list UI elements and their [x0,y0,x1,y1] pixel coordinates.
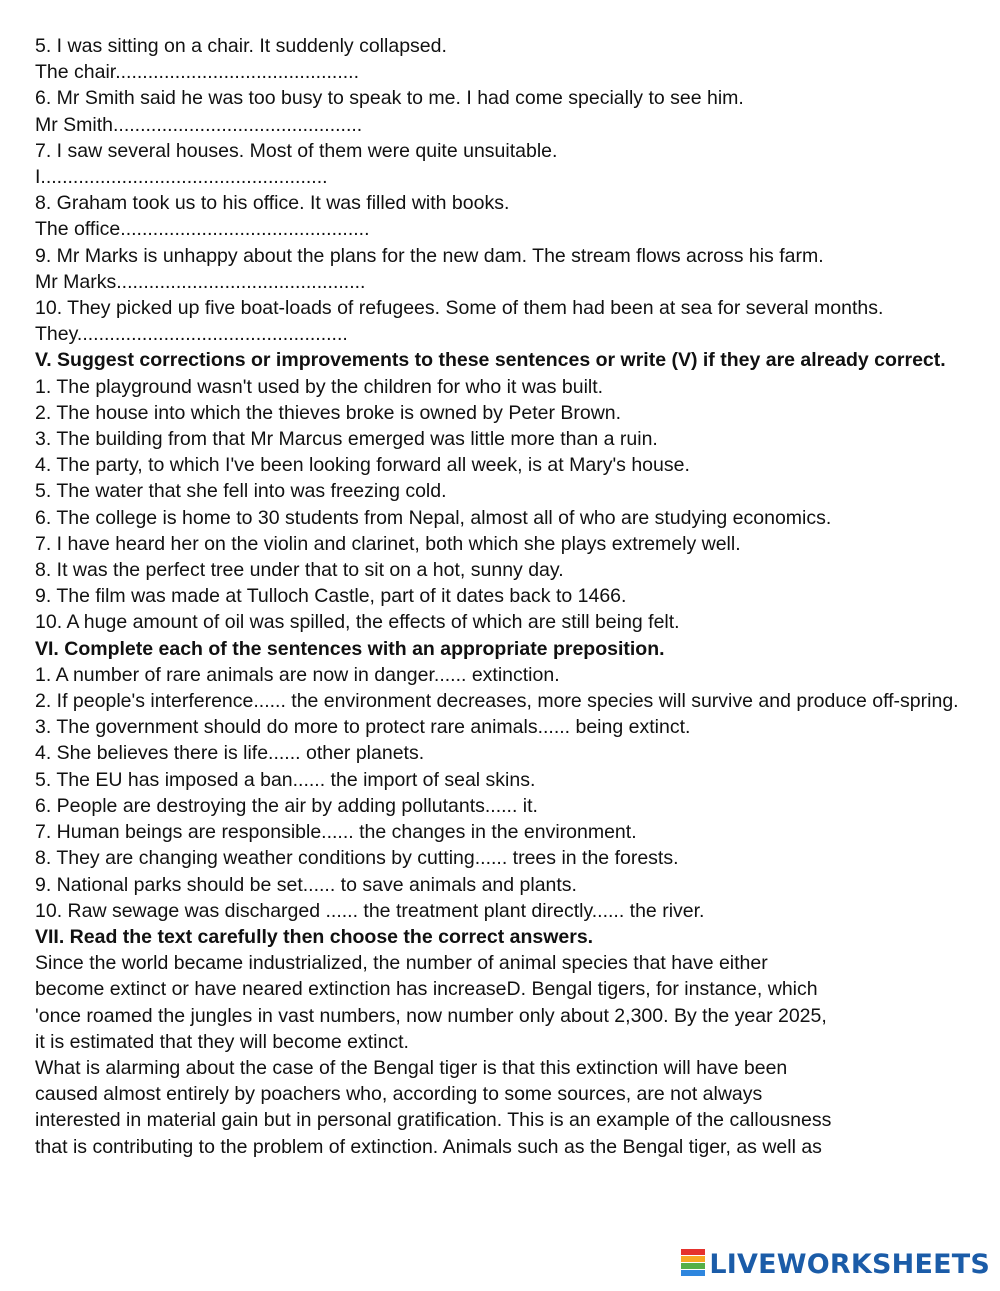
section-heading: V. Suggest corrections or improvements to these sentences or write (V) if they are already correct. [35,349,946,372]
section-heading: VI. Complete each of the sentences with an appropriate preposition. [35,637,665,660]
list-item: 4. The party, to which I've been looking forward all week, is at Mary's house. [35,454,690,477]
passage-line: What is alarming about the case of the Bengal tiger is that this extinction will have been [35,1056,788,1079]
list-item: 3. The building from that Mr Marcus emerged was little more than a ruin. [35,428,658,451]
passage-line: 'once roamed the jungles in vast numbers, now number only about 2,300. By the year 2025, [35,1004,827,1027]
list-item: 8. They are changing weather conditions by cutting...... trees in the forests. [35,847,679,870]
list-item: 2. If people's interference...... the environment decreases, more species will survive and produce off-spring. [35,690,959,713]
line: 5. I was sitting on a chair. It suddenly collapsed. [35,35,447,57]
list-item: 7. Human beings are responsible...... the changes in the environment. [35,821,637,844]
worksheet-page [35,33,969,1160]
list-item: 1. The playground wasn't used by the children for who it was built. [35,375,604,398]
section-vii [35,924,969,1160]
section-heading: VII. Read the text carefully then choose the correct answers. [35,925,594,948]
line: 7. I saw several houses. Most of them were quite unsuitable. [35,139,558,162]
list-item: 10. A huge amount of oil was spilled, the effects of which are still being felt. [35,611,680,634]
list-item: 4. She believes there is life...... other planets. [35,742,425,765]
list-item: 9. The film was made at Tulloch Castle, part of it dates back to 1466. [35,585,627,608]
answer-line: The office.............................................. [35,218,370,241]
answer-line: Mr Marks.............................................. [35,270,366,293]
list-item: 5. The EU has imposed a ban...... the import of seal skins. [35,768,536,791]
line: 8. Graham took us to his office. It was filled with books. [35,192,510,215]
line: 9. Mr Marks is unhappy about the plans for the new dam. The stream flows across his farm. [35,244,824,267]
list-item: 2. The house into which the thieves broke is owned by Peter Brown. [35,401,622,424]
list-item: 7. I have heard her on the violin and clarinet, both which she plays extremely well. [35,532,741,555]
list-item: 3. The government should do more to protect rare animals...... being extinct. [35,716,691,739]
logo-icon [681,1249,705,1279]
answer-line: The chair............................................. [35,61,360,84]
list-item: 9. National parks should be set...... to save animals and plants. [35,873,577,896]
passage-line: become extinct or have neared extinction has increaseD. Bengal tigers, for instance, which [35,978,818,1001]
passage-line: it is estimated that they will become extinct. [35,1030,409,1053]
answer-line: They.................................................. [35,323,348,346]
list-item: 10. Raw sewage was discharged ...... the treatment plant directly...... the river. [35,899,705,922]
section-v [35,347,969,635]
passage-line: Since the world became industrialized, the number of animal species that have either [35,952,768,975]
line: 6. Mr Smith said he was too busy to speak to me. I had come specially to see him. [35,87,744,110]
passage-line: caused almost entirely by poachers who, according to some sources, are not always [35,1083,763,1106]
passage-line: interested in material gain but in personal gratification. This is an example of the callousness [35,1109,832,1132]
logo-text: LIVEWORKSHEETS [709,1248,990,1280]
answer-line: I..................................................... [35,166,328,189]
list-item: 6. People are destroying the air by adding pollutants...... it. [35,794,538,817]
answer-line: Mr Smith.............................................. [35,113,363,136]
passage-line: that is contributing to the problem of extinction. Animals such as the Bengal tiger, as well as [35,1135,822,1158]
line: 10. They picked up five boat-loads of refugees. Some of them had been at sea for several months. [35,297,884,320]
list-item: 5. The water that she fell into was freezing cold. [35,480,447,503]
list-item: 8. It was the perfect tree under that to sit on a hot, sunny day. [35,559,564,582]
list-item: 1. A number of rare animals are now in danger...... extinction. [35,663,560,686]
section-iv-continued [35,33,969,347]
section-vi [35,636,969,924]
liveworksheets-logo [681,1245,990,1283]
list-item: 6. The college is home to 30 students from Nepal, almost all of who are studying economics. [35,506,832,529]
